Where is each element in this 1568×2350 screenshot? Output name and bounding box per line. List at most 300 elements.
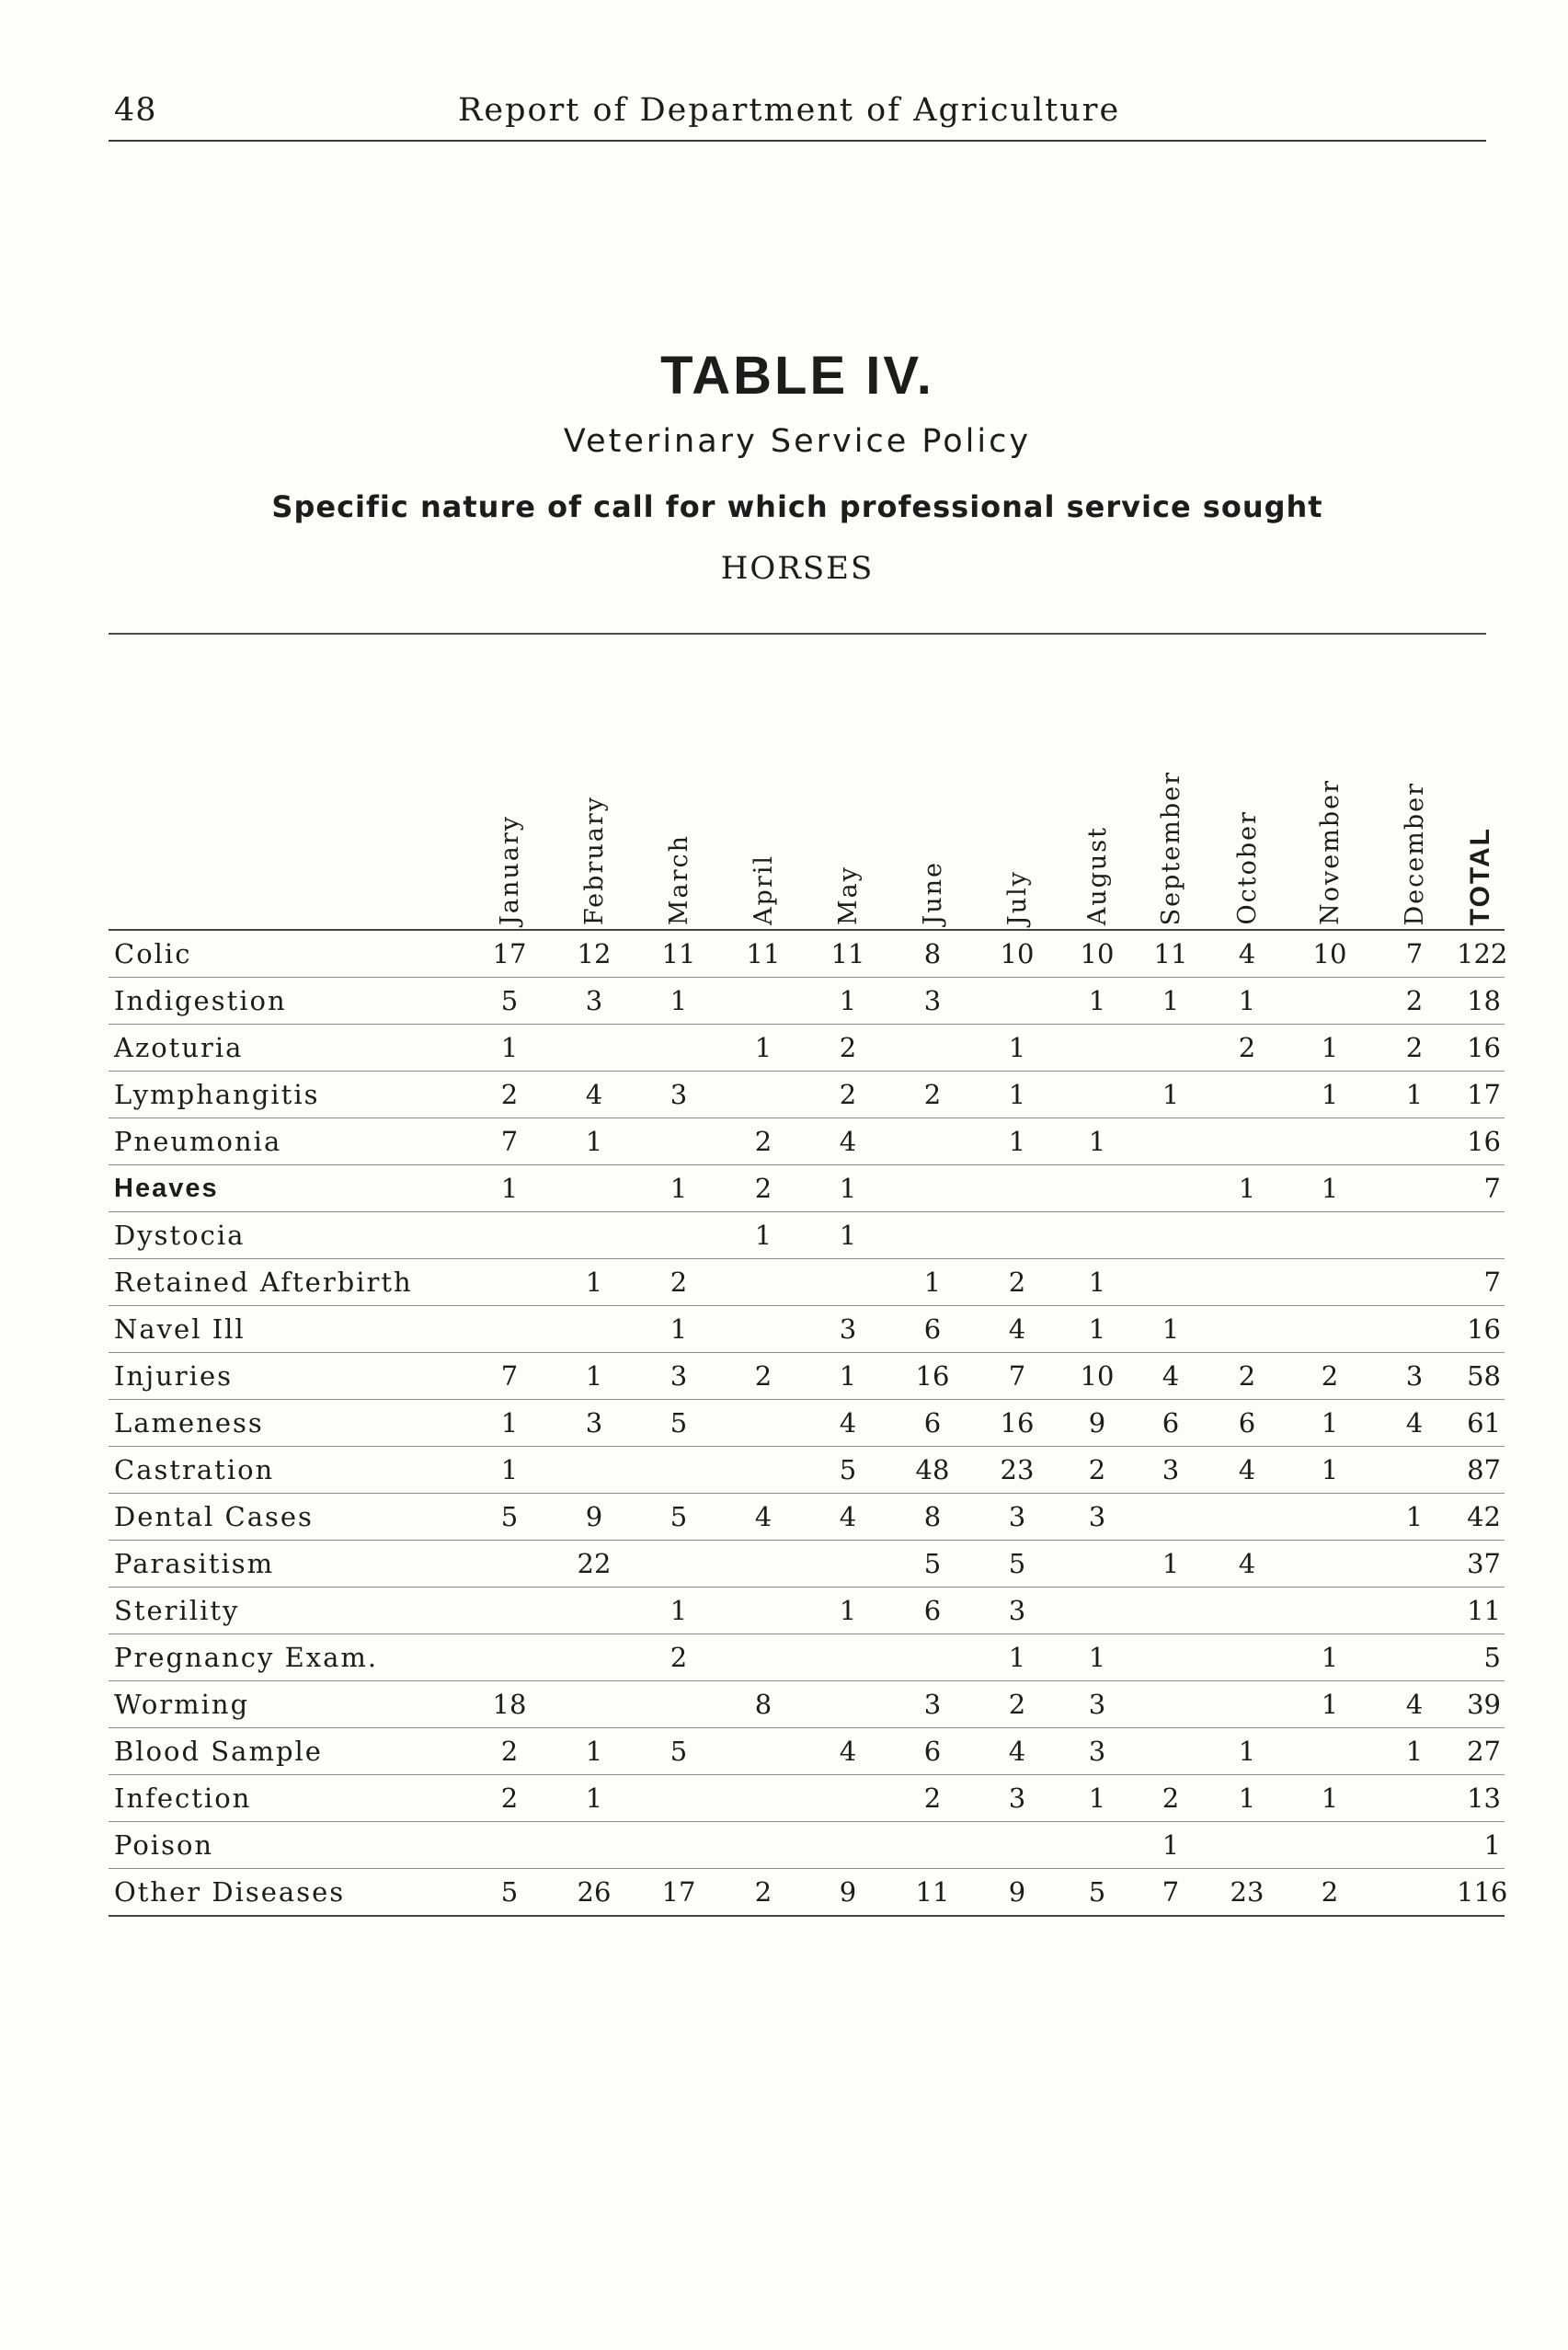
month-cell: 4 <box>806 1494 890 1541</box>
month-cell: 5 <box>890 1541 975 1588</box>
month-cell: 1 <box>467 1400 552 1447</box>
month-cell <box>721 1447 806 1494</box>
month-cell: 10 <box>1059 1353 1135 1400</box>
column-header <box>1135 736 1207 930</box>
table-row <box>109 1681 1505 1728</box>
column-header-label: October <box>1232 810 1262 925</box>
month-cell: 22 <box>552 1541 636 1588</box>
row-total-cell: 27 <box>1457 1728 1505 1775</box>
column-header-label: May <box>833 865 863 925</box>
table-row <box>109 1165 1505 1212</box>
month-cell: 12 <box>552 930 636 978</box>
month-cell: 3 <box>636 1072 721 1118</box>
row-label: Dystocia <box>109 1212 467 1259</box>
table-row <box>109 1588 1505 1634</box>
month-cell <box>1135 1259 1207 1306</box>
month-cell: 6 <box>1207 1400 1288 1447</box>
month-cell: 8 <box>721 1681 806 1728</box>
month-cell: 3 <box>975 1775 1059 1822</box>
month-cell <box>1207 1306 1288 1353</box>
column-header <box>721 736 806 930</box>
month-cell: 16 <box>975 1400 1059 1447</box>
month-cell: 1 <box>975 1118 1059 1165</box>
month-cell: 1 <box>636 978 721 1025</box>
month-cell: 2 <box>1059 1447 1135 1494</box>
row-total-cell: 58 <box>1457 1353 1505 1400</box>
month-cell <box>806 1775 890 1822</box>
month-cell <box>1059 1212 1135 1259</box>
month-cell: 2 <box>1372 1025 1457 1072</box>
month-cell: 2 <box>721 1118 806 1165</box>
table-row <box>109 1869 1505 1917</box>
month-cell: 1 <box>1288 1681 1372 1728</box>
row-label: Azoturia <box>109 1025 467 1072</box>
row-label: Injuries <box>109 1353 467 1400</box>
column-header-label: TOTAL <box>1465 826 1495 925</box>
month-cell: 3 <box>890 1681 975 1728</box>
month-cell: 6 <box>890 1728 975 1775</box>
month-cell: 1 <box>1288 1025 1372 1072</box>
month-cell: 1 <box>806 1212 890 1259</box>
month-cell: 1 <box>975 1072 1059 1118</box>
month-cell <box>467 1212 552 1259</box>
month-cell <box>1207 1494 1288 1541</box>
month-cell <box>1135 1212 1207 1259</box>
month-cell <box>552 1588 636 1634</box>
month-cell: 11 <box>1135 930 1207 978</box>
month-cell: 1 <box>1059 1775 1135 1822</box>
column-header-label: June <box>918 861 947 925</box>
month-cell <box>1372 1118 1457 1165</box>
row-total-cell: 5 <box>1457 1634 1505 1681</box>
month-cell <box>975 1822 1059 1869</box>
month-cell: 4 <box>552 1072 636 1118</box>
month-cell <box>1372 1165 1457 1212</box>
row-total-cell: 18 <box>1457 978 1505 1025</box>
month-cell: 3 <box>636 1353 721 1400</box>
month-cell: 3 <box>975 1494 1059 1541</box>
column-header <box>636 736 721 930</box>
header-corner <box>109 736 467 930</box>
month-cell: 9 <box>806 1869 890 1917</box>
month-cell: 10 <box>975 930 1059 978</box>
month-cell <box>721 1072 806 1118</box>
row-total-cell: 42 <box>1457 1494 1505 1541</box>
month-cell: 1 <box>1059 978 1135 1025</box>
month-cell: 3 <box>1059 1728 1135 1775</box>
month-cell: 2 <box>1207 1353 1288 1400</box>
month-cell <box>552 1822 636 1869</box>
month-cell <box>1288 1822 1372 1869</box>
table-subtitle: Veterinary Service Policy <box>563 423 1032 460</box>
month-cell <box>552 1681 636 1728</box>
month-cell: 9 <box>552 1494 636 1541</box>
table-row <box>109 1353 1505 1400</box>
month-cell: 1 <box>1135 1822 1207 1869</box>
month-cell: 3 <box>552 1400 636 1447</box>
month-cell: 2 <box>975 1259 1059 1306</box>
month-cell <box>806 1541 890 1588</box>
month-cell: 4 <box>806 1728 890 1775</box>
month-cell: 3 <box>806 1306 890 1353</box>
table-row <box>109 1541 1505 1588</box>
month-cell <box>636 1775 721 1822</box>
row-label: Infection <box>109 1775 467 1822</box>
month-cell <box>1135 1025 1207 1072</box>
row-label: Pneumonia <box>109 1118 467 1165</box>
month-cell: 4 <box>1207 1447 1288 1494</box>
month-cell: 23 <box>975 1447 1059 1494</box>
month-cell <box>636 1212 721 1259</box>
row-label: Worming <box>109 1681 467 1728</box>
month-cell: 1 <box>636 1306 721 1353</box>
month-cell: 10 <box>1059 930 1135 978</box>
column-header <box>890 736 975 930</box>
row-label: Colic <box>109 930 467 978</box>
month-cell: 1 <box>467 1165 552 1212</box>
month-cell: 1 <box>1135 1541 1207 1588</box>
month-cell <box>467 1259 552 1306</box>
month-cell <box>1059 1822 1135 1869</box>
row-label: Pregnancy Exam. <box>109 1634 467 1681</box>
row-label: Castration <box>109 1447 467 1494</box>
month-cell: 6 <box>890 1400 975 1447</box>
month-cell <box>1288 1306 1372 1353</box>
month-cell <box>552 1212 636 1259</box>
column-header-label: July <box>1002 869 1032 925</box>
month-cell: 1 <box>552 1118 636 1165</box>
month-cell: 1 <box>1288 1400 1372 1447</box>
month-cell: 1 <box>1135 978 1207 1025</box>
row-label: Poison <box>109 1822 467 1869</box>
row-total-cell: 7 <box>1457 1259 1505 1306</box>
month-cell: 6 <box>1135 1400 1207 1447</box>
month-cell: 1 <box>467 1025 552 1072</box>
table-description: Specific nature of call for which professional service sought <box>271 489 1323 524</box>
column-header-label: September <box>1156 770 1185 925</box>
row-label: Blood Sample <box>109 1728 467 1775</box>
month-cell: 1 <box>467 1447 552 1494</box>
month-cell: 1 <box>1372 1072 1457 1118</box>
month-cell: 5 <box>467 1494 552 1541</box>
month-cell: 1 <box>552 1728 636 1775</box>
month-cell <box>806 1634 890 1681</box>
month-cell: 1 <box>806 978 890 1025</box>
month-cell <box>1207 1681 1288 1728</box>
month-cell: 2 <box>890 1072 975 1118</box>
month-cell <box>1207 1634 1288 1681</box>
month-cell <box>1288 1541 1372 1588</box>
month-cell: 11 <box>636 930 721 978</box>
column-header-label: February <box>579 795 609 925</box>
month-cell: 11 <box>806 930 890 978</box>
row-total-cell: 11 <box>1457 1588 1505 1634</box>
month-cell <box>721 1306 806 1353</box>
month-cell: 1 <box>552 1259 636 1306</box>
month-cell <box>1372 1306 1457 1353</box>
month-cell: 2 <box>721 1353 806 1400</box>
page-number: 48 <box>114 92 157 129</box>
month-cell <box>1372 1775 1457 1822</box>
month-cell: 2 <box>1135 1775 1207 1822</box>
row-label: Parasitism <box>109 1541 467 1588</box>
month-cell: 3 <box>890 978 975 1025</box>
month-cell: 1 <box>1288 1634 1372 1681</box>
column-header-label: December <box>1400 781 1429 925</box>
month-cell: 1 <box>1288 1165 1372 1212</box>
table-row <box>109 1212 1505 1259</box>
month-cell: 3 <box>975 1588 1059 1634</box>
month-cell: 3 <box>1059 1494 1135 1541</box>
table-row <box>109 1306 1505 1353</box>
month-cell <box>890 1165 975 1212</box>
month-cell: 1 <box>806 1165 890 1212</box>
month-cell: 2 <box>467 1728 552 1775</box>
month-cell <box>636 1681 721 1728</box>
month-cell: 4 <box>1207 1541 1288 1588</box>
month-cell <box>721 978 806 1025</box>
month-cell <box>636 1447 721 1494</box>
month-cell <box>721 1775 806 1822</box>
month-cell: 2 <box>806 1072 890 1118</box>
month-cell <box>975 978 1059 1025</box>
row-total-cell: 39 <box>1457 1681 1505 1728</box>
month-cell: 7 <box>1135 1869 1207 1917</box>
month-cell: 8 <box>890 1494 975 1541</box>
month-cell: 3 <box>1372 1353 1457 1400</box>
month-cell <box>1207 1822 1288 1869</box>
month-cell: 16 <box>890 1353 975 1400</box>
month-cell <box>1207 1118 1288 1165</box>
table-row <box>109 930 1505 978</box>
column-header <box>806 736 890 930</box>
month-cell <box>1207 1072 1288 1118</box>
month-cell <box>1288 1494 1372 1541</box>
row-total-cell: 16 <box>1457 1025 1505 1072</box>
column-header-label: April <box>749 854 778 925</box>
month-cell <box>467 1306 552 1353</box>
month-cell: 6 <box>890 1306 975 1353</box>
month-cell: 17 <box>467 930 552 978</box>
row-total-cell: 1 <box>1457 1822 1505 1869</box>
row-label: Lymphangitis <box>109 1072 467 1118</box>
month-cell <box>721 1634 806 1681</box>
month-cell: 1 <box>1135 1306 1207 1353</box>
month-cell: 1 <box>1207 978 1288 1025</box>
data-table <box>109 736 1508 1917</box>
month-cell <box>806 1822 890 1869</box>
row-total-cell: 16 <box>1457 1306 1505 1353</box>
section-heading: HORSES <box>720 550 875 587</box>
month-cell: 18 <box>467 1681 552 1728</box>
table-row <box>109 1494 1505 1541</box>
row-label: Retained Afterbirth <box>109 1259 467 1306</box>
month-cell: 1 <box>1288 1072 1372 1118</box>
month-cell <box>1135 1634 1207 1681</box>
month-cell <box>1135 1494 1207 1541</box>
month-cell: 5 <box>975 1541 1059 1588</box>
month-cell <box>1135 1165 1207 1212</box>
row-total-cell: 61 <box>1457 1400 1505 1447</box>
month-cell <box>552 1447 636 1494</box>
column-header-label: January <box>495 815 524 925</box>
month-cell <box>1059 1072 1135 1118</box>
month-cell <box>890 1634 975 1681</box>
month-cell: 10 <box>1288 930 1372 978</box>
month-cell: 1 <box>1288 1775 1372 1822</box>
month-cell <box>467 1588 552 1634</box>
month-cell: 5 <box>467 978 552 1025</box>
table-row <box>109 978 1505 1025</box>
month-cell: 4 <box>975 1306 1059 1353</box>
row-total-cell: 17 <box>1457 1072 1505 1118</box>
month-cell: 1 <box>1207 1728 1288 1775</box>
month-cell: 2 <box>975 1681 1059 1728</box>
month-cell <box>552 1165 636 1212</box>
month-cell: 2 <box>1288 1353 1372 1400</box>
month-cell: 2 <box>636 1259 721 1306</box>
month-cell: 5 <box>636 1494 721 1541</box>
column-header <box>1457 736 1505 930</box>
column-header <box>1059 736 1135 930</box>
column-header <box>1372 736 1457 930</box>
column-header <box>1207 736 1288 930</box>
month-cell: 1 <box>890 1259 975 1306</box>
month-cell: 4 <box>721 1494 806 1541</box>
month-cell <box>890 1822 975 1869</box>
month-cell: 26 <box>552 1869 636 1917</box>
row-label: Other Diseases <box>109 1869 467 1917</box>
row-total-cell: 13 <box>1457 1775 1505 1822</box>
month-cell: 1 <box>1207 1165 1288 1212</box>
table-title: TABLE IV. <box>660 346 934 406</box>
month-cell: 2 <box>1288 1869 1372 1917</box>
month-cell: 4 <box>806 1400 890 1447</box>
month-cell <box>467 1634 552 1681</box>
month-cell: 3 <box>1135 1447 1207 1494</box>
month-cell: 11 <box>890 1869 975 1917</box>
title-block <box>109 345 1486 587</box>
month-cell <box>552 1025 636 1072</box>
month-cell: 2 <box>1207 1025 1288 1072</box>
month-cell <box>890 1025 975 1072</box>
month-cell: 7 <box>1372 930 1457 978</box>
row-total-cell: 7 <box>1457 1165 1505 1212</box>
month-cell <box>1372 1822 1457 1869</box>
table-row <box>109 1728 1505 1775</box>
month-cell: 9 <box>975 1869 1059 1917</box>
month-cell <box>1135 1728 1207 1775</box>
month-cell <box>1207 1259 1288 1306</box>
month-cell <box>1372 1588 1457 1634</box>
month-cell: 1 <box>721 1212 806 1259</box>
column-header <box>552 736 636 930</box>
month-cell <box>721 1588 806 1634</box>
month-cell <box>1372 1259 1457 1306</box>
month-cell: 1 <box>552 1353 636 1400</box>
month-cell: 8 <box>890 930 975 978</box>
row-total-cell <box>1457 1212 1505 1259</box>
month-cell <box>552 1634 636 1681</box>
month-cell: 5 <box>1059 1869 1135 1917</box>
month-cell <box>1288 978 1372 1025</box>
column-header <box>467 736 552 930</box>
month-cell: 11 <box>721 930 806 978</box>
table-row <box>109 1447 1505 1494</box>
page-header <box>109 85 1486 142</box>
month-cell <box>1372 1447 1457 1494</box>
table-row <box>109 1634 1505 1681</box>
month-cell <box>636 1118 721 1165</box>
month-cell <box>890 1212 975 1259</box>
month-cell: 4 <box>1207 930 1288 978</box>
month-cell: 3 <box>552 978 636 1025</box>
month-cell: 1 <box>1372 1728 1457 1775</box>
column-header-label: November <box>1315 779 1345 925</box>
month-cell <box>721 1728 806 1775</box>
month-cell <box>1372 1634 1457 1681</box>
month-cell: 2 <box>890 1775 975 1822</box>
column-header-label: August <box>1082 825 1112 925</box>
month-cell: 2 <box>721 1869 806 1917</box>
month-cell: 1 <box>975 1025 1059 1072</box>
month-cell: 2 <box>467 1072 552 1118</box>
table-row <box>109 1259 1505 1306</box>
month-cell: 4 <box>1135 1353 1207 1400</box>
row-label: Lameness <box>109 1400 467 1447</box>
month-cell <box>636 1822 721 1869</box>
row-label: Indigestion <box>109 978 467 1025</box>
month-cell <box>636 1541 721 1588</box>
month-cell <box>806 1259 890 1306</box>
month-cell: 5 <box>467 1869 552 1917</box>
month-cell <box>1207 1212 1288 1259</box>
month-cell <box>1135 1588 1207 1634</box>
month-cell: 2 <box>1372 978 1457 1025</box>
table-row <box>109 1118 1505 1165</box>
month-cell: 4 <box>975 1728 1059 1775</box>
column-header-label: March <box>664 833 693 925</box>
month-cell <box>1207 1588 1288 1634</box>
month-cell: 17 <box>636 1869 721 1917</box>
table-row <box>109 1400 1505 1447</box>
month-cell: 4 <box>1372 1400 1457 1447</box>
month-cell: 2 <box>721 1165 806 1212</box>
month-cell <box>890 1118 975 1165</box>
row-total-cell: 37 <box>1457 1541 1505 1588</box>
month-cell <box>721 1541 806 1588</box>
month-cell <box>1372 1869 1457 1917</box>
row-total-cell: 87 <box>1457 1447 1505 1494</box>
month-cell: 1 <box>636 1165 721 1212</box>
row-label: Navel Ill <box>109 1306 467 1353</box>
month-cell: 5 <box>636 1400 721 1447</box>
month-cell: 1 <box>552 1775 636 1822</box>
month-cell <box>1372 1212 1457 1259</box>
divider <box>109 633 1486 635</box>
month-cell: 1 <box>806 1588 890 1634</box>
month-cell: 6 <box>890 1588 975 1634</box>
month-cell <box>721 1400 806 1447</box>
row-total-cell: 116 <box>1457 1869 1505 1917</box>
row-label: Heaves <box>109 1165 467 1212</box>
month-cell: 1 <box>1059 1634 1135 1681</box>
month-cell <box>1059 1025 1135 1072</box>
month-cell: 1 <box>1135 1072 1207 1118</box>
month-cell: 7 <box>975 1353 1059 1400</box>
month-cell <box>721 1259 806 1306</box>
month-cell: 4 <box>1372 1681 1457 1728</box>
